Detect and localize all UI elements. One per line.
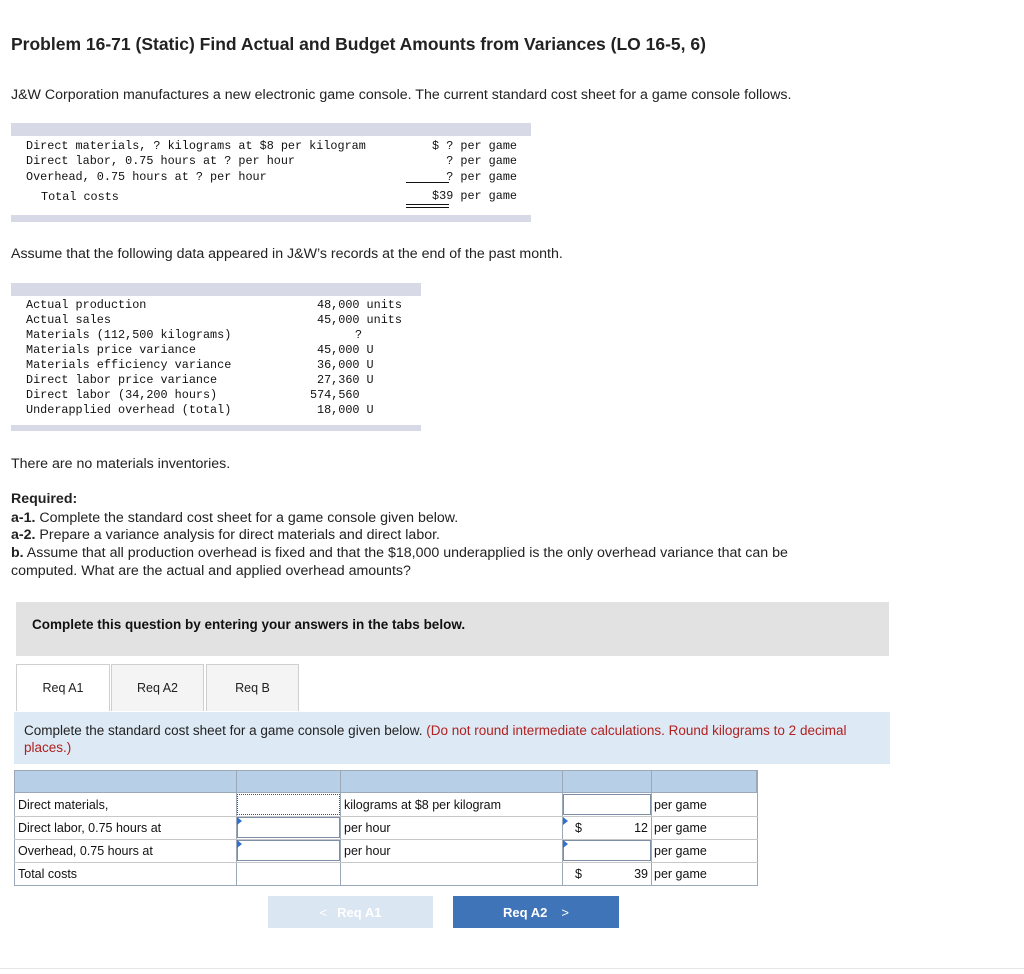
exhibit-top-bar: [11, 123, 531, 136]
unit-kilograms: kilograms at $8 per kilogram: [344, 798, 502, 812]
cost-sheet-label-1: Direct materials, ? kilograms at $8 per kilogram: [26, 139, 366, 153]
table-divider: [340, 770, 341, 886]
total-costs-amount: 39: [634, 867, 648, 881]
row-label-overhead: Overhead, 0.75 hours at: [18, 844, 153, 858]
requirement-a2-text: Prepare a variance analysis for direct materials and direct labor.: [35, 527, 440, 543]
no-inventory-text: There are no materials inventories.: [11, 456, 231, 472]
previous-tab-label: Req A1: [337, 904, 382, 920]
overhead-amount-input[interactable]: [563, 840, 651, 861]
problem-title: Problem 16-71 (Static) Find Actual and Budget Amounts from Variances (LO 16-5, 6): [11, 34, 706, 54]
requirement-a2-tag: a-2.: [11, 527, 36, 543]
records-value: 27,360 U: [317, 373, 374, 387]
labor-rate-input[interactable]: [237, 817, 340, 838]
records-exhibit: [11, 283, 421, 431]
per-game-label: per game: [654, 867, 707, 881]
total-double-rule: [406, 204, 449, 208]
required-heading: Required:: [11, 491, 78, 507]
records-label: Materials efficiency variance: [26, 358, 232, 372]
per-game-label: per game: [654, 821, 707, 835]
per-game-label: per game: [654, 844, 707, 858]
tab-instruction: [14, 712, 890, 764]
direct-labor-amount: 12: [634, 821, 648, 835]
standard-cost-sheet-exhibit: [11, 123, 531, 222]
records-value: 36,000 U: [317, 358, 374, 372]
cost-sheet-value-3: ? per game: [446, 170, 517, 184]
page-bottom-rule: [0, 968, 1024, 969]
cost-sheet-total-label: Total costs: [41, 190, 119, 204]
banner-text: Complete this question by entering your answers in the tabs below.: [32, 617, 466, 632]
table-divider: [651, 770, 652, 886]
exhibit-bottom-bar: [11, 215, 531, 222]
instruction-banner: [16, 602, 889, 656]
requirement-b-text: Assume that all production overhead is fixed and that the $18,000 underapplied is the only overhead variance that can be: [23, 545, 788, 561]
tab-req-b[interactable]: Req B: [206, 664, 299, 711]
row-label-direct-labor: Direct labor, 0.75 hours at: [18, 821, 162, 835]
table-header: [14, 770, 757, 793]
records-value: 48,000 units: [317, 298, 402, 312]
kilograms-input[interactable]: [237, 794, 340, 815]
row-divider: [14, 862, 758, 863]
requirement-b-continued: computed. What are the actual and applied overhead amounts?: [11, 563, 411, 579]
input-flag-icon: [237, 817, 242, 825]
records-value: 18,000 U: [317, 403, 374, 417]
cost-sheet-value-1: $ ? per game: [432, 139, 517, 153]
records-label: Direct labor price variance: [26, 373, 218, 387]
records-value: ?: [355, 328, 363, 342]
records-label: Underapplied overhead (total): [26, 403, 232, 417]
requirement-a1-tag: a-1.: [11, 510, 36, 526]
instruction-note: (Do not round intermediate calculations. Round kilograms to 2 decimal places.): [24, 723, 847, 755]
input-flag-icon: [563, 817, 568, 825]
unit-per-hour: per hour: [344, 844, 391, 858]
input-flag-icon: [563, 840, 568, 848]
cost-sheet-label-2: Direct labor, 0.75 hours at ? per hour: [26, 154, 296, 168]
table-border: [14, 770, 15, 886]
input-flag-icon: [237, 840, 242, 848]
records-value: 574,560: [310, 388, 360, 402]
previous-tab-button[interactable]: [268, 896, 433, 928]
chevron-left-icon: <: [319, 904, 328, 920]
records-label: Actual production: [26, 298, 147, 312]
table-bottom: [14, 885, 758, 886]
cost-sheet-total-value: $39 per game: [432, 189, 517, 203]
next-tab-label: Req A2: [503, 904, 548, 920]
requirement-b: [11, 545, 788, 561]
records-label: Actual sales: [26, 313, 111, 327]
requirement-b-tag: b.: [11, 545, 24, 561]
records-value: 45,000 units: [317, 313, 402, 327]
requirement-a1: [11, 510, 458, 526]
requirement-a2: [11, 527, 440, 543]
table-border: [757, 770, 758, 886]
tab-req-a1[interactable]: Req A1: [16, 664, 110, 711]
cost-sheet-value-2: ? per game: [446, 154, 517, 168]
records-intro-text: Assume that the following data appeared in J&W’s records at the end of the past month.: [11, 246, 563, 262]
direct-materials-amount-input[interactable]: [563, 794, 651, 815]
records-label: Direct labor (34,200 hours): [26, 388, 218, 402]
unit-per-hour: per hour: [344, 821, 391, 835]
per-game-label: per game: [654, 798, 707, 812]
requirement-a1-text: Complete the standard cost sheet for a game console given below.: [35, 510, 459, 526]
exhibit-bottom-bar: [11, 425, 421, 431]
dollar-sign: $: [575, 821, 582, 835]
records-label: Materials (112,500 kilograms): [26, 328, 232, 342]
row-label-total-costs: Total costs: [18, 867, 78, 881]
dollar-sign: $: [575, 867, 582, 881]
row-label-direct-materials: Direct materials,: [18, 798, 109, 812]
tab-req-a2[interactable]: Req A2: [111, 664, 204, 711]
records-label: Materials price variance: [26, 343, 196, 357]
overhead-rate-input[interactable]: [237, 840, 340, 861]
exhibit-top-bar: [11, 283, 421, 296]
row-divider: [14, 816, 758, 817]
subtotal-rule: [406, 182, 449, 183]
records-value: 45,000 U: [317, 343, 374, 357]
chevron-right-icon: >: [561, 904, 569, 920]
instruction-text: Complete the standard cost sheet for a game console given below.: [24, 723, 427, 738]
table-divider: [562, 770, 563, 886]
standard-cost-sheet-table: [14, 770, 758, 886]
intro-text: J&W Corporation manufactures a new electronic game console. The current standard cost sheet for a game console follows.: [11, 87, 792, 103]
next-tab-button[interactable]: [453, 896, 619, 928]
cost-sheet-label-3: Overhead, 0.75 hours at ? per hour: [26, 170, 267, 184]
